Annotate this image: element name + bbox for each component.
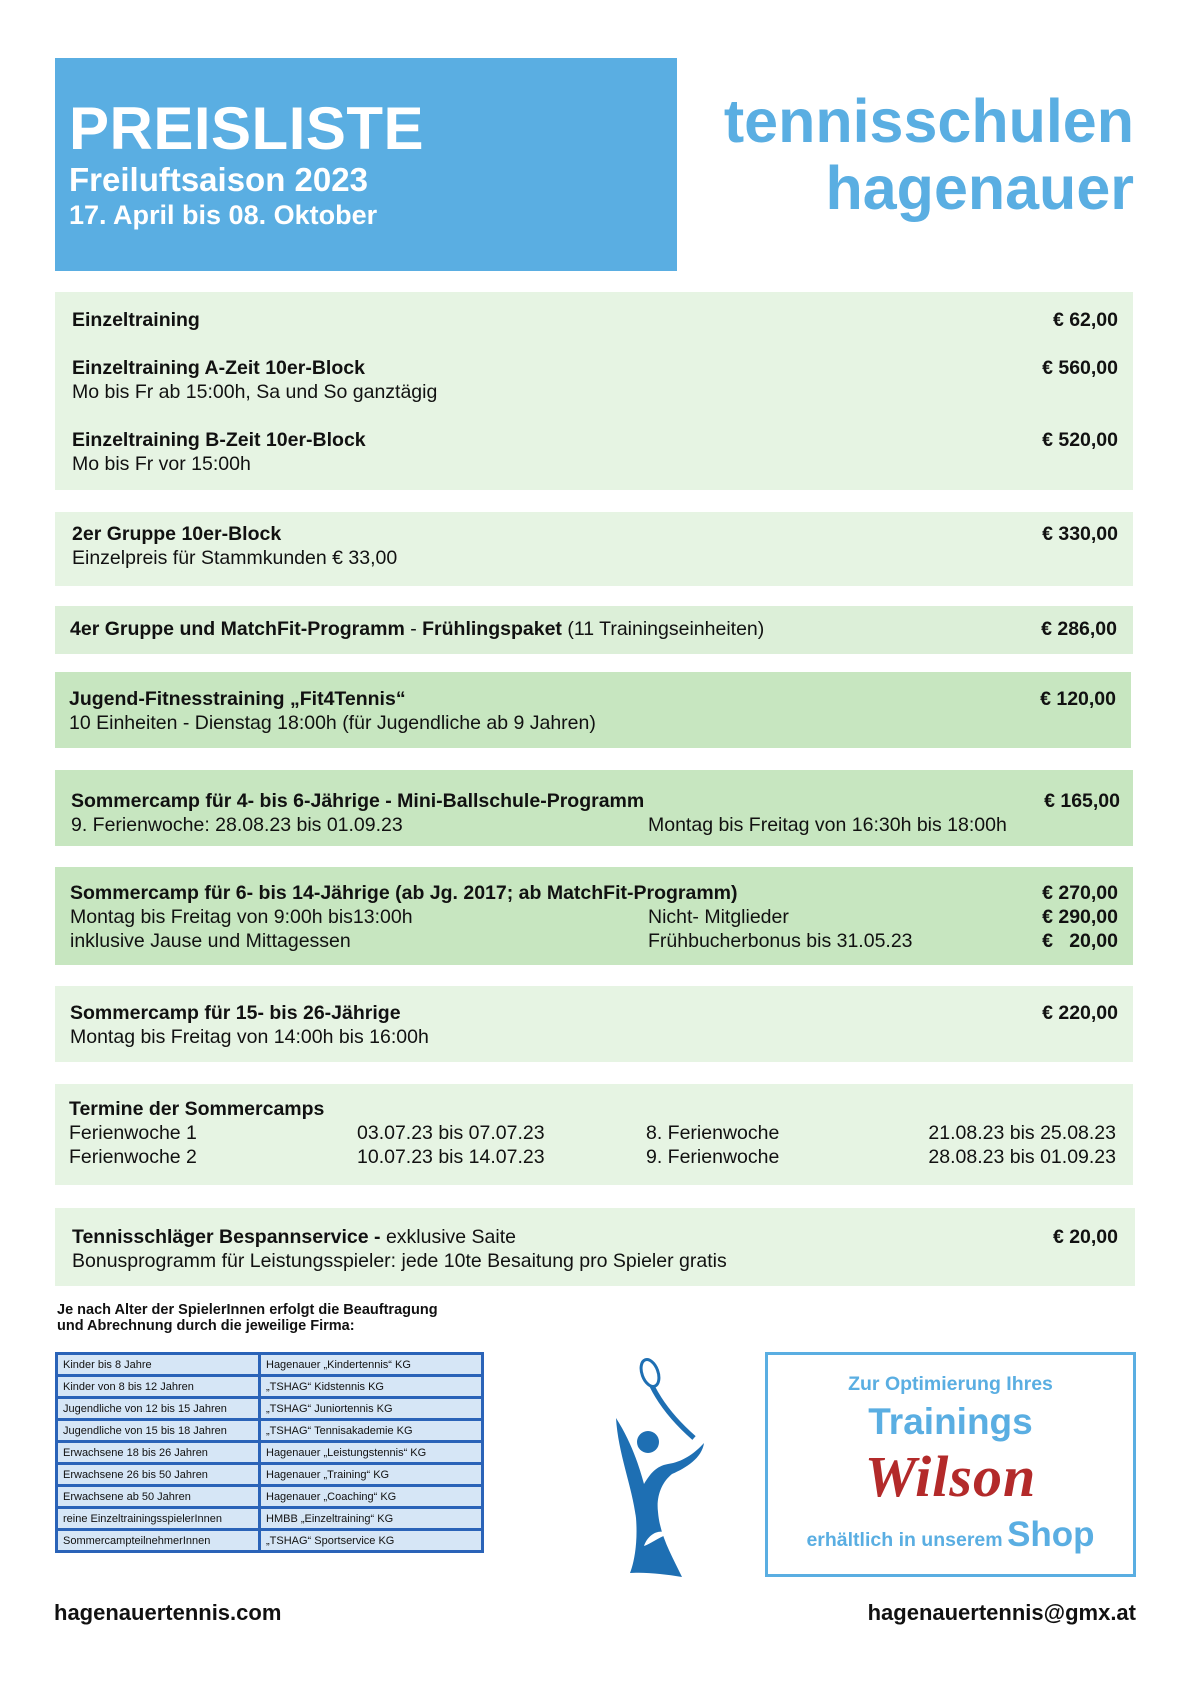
camp-mini-title: Sommercamp für 4- bis 6-Jährige - Mini-Ballschule-Programm	[71, 790, 645, 812]
gruppe4-title2: Frühlingspaket	[422, 618, 562, 640]
camp-mini-week: 9. Ferienwoche: 28.08.23 bis 01.09.23	[71, 814, 403, 836]
einzeltraining-section	[55, 292, 1133, 490]
camp-mini-section	[55, 770, 1133, 846]
firm-table-row	[58, 1421, 481, 1440]
bespann-section	[55, 1208, 1135, 1286]
firm-table-row	[58, 1487, 481, 1506]
wilson-logo: Wilson	[864, 1444, 1037, 1509]
gruppe2-title: 2er Gruppe 10er-Block	[72, 523, 282, 545]
bespann-title: Tennisschläger Bespannservice -	[72, 1226, 386, 1248]
jugend-section	[55, 672, 1131, 748]
camp-6-14-price-early: € 20,00	[1042, 930, 1118, 952]
einzel-desc-2: Mo bis Fr ab 15:00h, Sa und So ganztägig	[72, 381, 438, 403]
termine-row1-date1: 03.07.23 bis 07.07.23	[357, 1122, 545, 1144]
season-dates: 17. April bis 08. Oktober	[69, 200, 378, 230]
firm-table-age: Kinder von 8 bis 12 Jahren	[58, 1377, 258, 1396]
tennis-player-logo	[586, 1358, 716, 1583]
firm-table-row	[58, 1531, 481, 1550]
camp-6-14-price: € 270,00	[1042, 882, 1118, 904]
bespann-title-rest: exklusive Saite	[385, 1226, 517, 1248]
season-label: Freiluftsaison 2023	[69, 161, 368, 198]
gruppe4-text	[70, 618, 764, 641]
shop-line1: Zur Optimierung Ihres	[848, 1373, 1053, 1395]
firm-table-age: Kinder bis 8 Jahre	[58, 1355, 258, 1374]
camp-6-14-early-label: Frühbucherbonus bis 31.05.23	[648, 930, 913, 952]
camp-15-26-title: Sommercamp für 15- bis 26-Jährige	[70, 1002, 401, 1024]
firm-table-age: Jugendliche von 15 bis 18 Jahren	[58, 1421, 258, 1440]
firm-table-row	[58, 1377, 481, 1396]
firm-table-firm: Hagenauer „Kindertennis“ KG	[261, 1355, 481, 1374]
camp-15-26-price: € 220,00	[1042, 1002, 1118, 1024]
firm-table-row	[58, 1509, 481, 1528]
camp-mini-times: Montag bis Freitag von 16:30h bis 18:00h	[648, 814, 1007, 836]
firm-table-age: Erwachsene 26 bis 50 Jahren	[58, 1465, 258, 1484]
camp-6-14-price-non-member: € 290,00	[1042, 906, 1118, 928]
gruppe4-section	[55, 606, 1133, 654]
firm-table-firm: Hagenauer „Training“ KG	[261, 1465, 481, 1484]
termine-row2-date2: 28.08.23 bis 01.09.23	[928, 1146, 1116, 1168]
camp-15-26-section	[55, 986, 1133, 1062]
bespann-title-line	[72, 1226, 516, 1249]
shop-promo-box	[765, 1352, 1136, 1577]
firm-table-firm: Hagenauer „Leistungstennis“ KG	[261, 1443, 481, 1462]
firm-table-firm: HMBB „Einzeltraining“ KG	[261, 1509, 481, 1528]
firm-table-age: Jugendliche von 12 bis 15 Jahren	[58, 1399, 258, 1418]
firm-table-firm: Hagenauer „Coaching“ KG	[261, 1487, 481, 1506]
shop-line2: Trainings	[868, 1401, 1033, 1442]
termine-row2-date1: 10.07.23 bis 14.07.23	[357, 1146, 545, 1168]
termine-section	[55, 1084, 1133, 1185]
firm-table-firm: „TSHAG“ Juniortennis KG	[261, 1399, 481, 1418]
footer-email[interactable]: hagenauertennis@gmx.at	[867, 1600, 1136, 1625]
termine-row1-date2: 21.08.23 bis 25.08.23	[928, 1122, 1116, 1144]
einzel-title-2: Einzeltraining A-Zeit 10er-Block	[72, 357, 365, 379]
firm-table-firm: „TSHAG“ Kidstennis KG	[261, 1377, 481, 1396]
bespann-price: € 20,00	[1052, 1226, 1118, 1248]
camp-6-14-line1: Montag bis Freitag von 9:00h bis13:00h	[70, 906, 413, 928]
gruppe4-title: 4er Gruppe und MatchFit-Programm	[70, 618, 405, 640]
termine-title: Termine der Sommercamps	[69, 1098, 325, 1120]
firm-table-age: SommercampteilnehmerInnen	[58, 1531, 258, 1550]
firm-table	[55, 1352, 484, 1553]
gruppe2-section	[55, 512, 1133, 586]
firm-table-age: Erwachsene 18 bis 26 Jahren	[58, 1443, 258, 1462]
termine-row1-week2: 8. Ferienwoche	[646, 1122, 780, 1144]
einzel-title-1: Einzeltraining	[72, 309, 200, 331]
gruppe4-desc: (11 Trainingseinheiten)	[561, 618, 765, 640]
einzel-desc-3: Mo bis Fr vor 15:00h	[72, 453, 251, 475]
einzel-title-3: Einzeltraining B-Zeit 10er-Block	[72, 429, 366, 451]
firm-table-row	[58, 1465, 481, 1484]
jugend-title: Jugend-Fitnesstraining „Fit4Tennis“	[69, 688, 406, 710]
termine-row2-week1: Ferienwoche 2	[69, 1146, 197, 1168]
einzel-price-3: € 520,00	[1042, 429, 1118, 451]
camp-6-14-title: Sommercamp für 6- bis 14-Jährige (ab Jg. 2017; ab MatchFit-Programm)	[70, 882, 738, 904]
termine-row1-week1: Ferienwoche 1	[69, 1122, 197, 1144]
gruppe2-price: € 330,00	[1042, 523, 1118, 545]
camp-6-14-section	[55, 867, 1133, 965]
firm-table-row	[58, 1399, 481, 1418]
camp-6-14-non-member-label: Nicht- Mitglieder	[648, 906, 789, 928]
shop-line3-text: erhältlich in unserem	[806, 1529, 1003, 1551]
page-title: PREISLISTE	[69, 95, 425, 162]
einzel-price-2: € 560,00	[1042, 357, 1118, 379]
camp-6-14-line2: inklusive Jause und Mittagessen	[70, 930, 351, 952]
firm-table-row	[58, 1355, 481, 1374]
firm-table-firm: „TSHAG“ Sportservice KG	[261, 1531, 481, 1550]
bespann-desc: Bonusprogramm für Leistungsspieler: jede 10te Besaitung pro Spieler gratis	[72, 1250, 727, 1272]
firm-note-line1: Je nach Alter der SpielerInnen erfolgt die Beauftragung	[57, 1302, 438, 1318]
firm-table-age: Erwachsene ab 50 Jahren	[58, 1487, 258, 1506]
firm-table-age: reine EinzeltrainingsspielerInnen	[58, 1509, 258, 1528]
camp-mini-price: € 165,00	[1044, 790, 1120, 812]
shop-line3	[768, 1515, 1133, 1555]
gruppe4-price: € 286,00	[1041, 618, 1117, 640]
gruppe4-sep: -	[404, 618, 423, 640]
jugend-price: € 120,00	[1040, 688, 1116, 710]
header-banner	[55, 58, 677, 271]
jugend-desc: 10 Einheiten - Dienstag 18:00h (für Jugendliche ab 9 Jahren)	[69, 712, 596, 734]
brand-line-1: tennisschulen	[723, 87, 1134, 155]
camp-15-26-desc: Montag bis Freitag von 14:00h bis 16:00h	[70, 1026, 429, 1048]
shop-line3-shop: Shop	[1007, 1515, 1095, 1554]
firm-note-line2: und Abrechnung durch die jeweilige Firma:	[57, 1318, 355, 1334]
gruppe2-desc: Einzelpreis für Stammkunden € 33,00	[72, 547, 398, 569]
brand-line-2: hagenauer	[825, 154, 1134, 222]
einzel-price-1: € 62,00	[1052, 309, 1118, 331]
footer-website[interactable]: hagenauertennis.com	[54, 1600, 282, 1625]
firm-table-firm: „TSHAG“ Tennisakademie KG	[261, 1421, 481, 1440]
firm-note	[57, 1302, 438, 1334]
firm-table-row	[58, 1443, 481, 1462]
termine-row2-week2: 9. Ferienwoche	[646, 1146, 780, 1168]
firm-table-wrap	[55, 1352, 484, 1553]
